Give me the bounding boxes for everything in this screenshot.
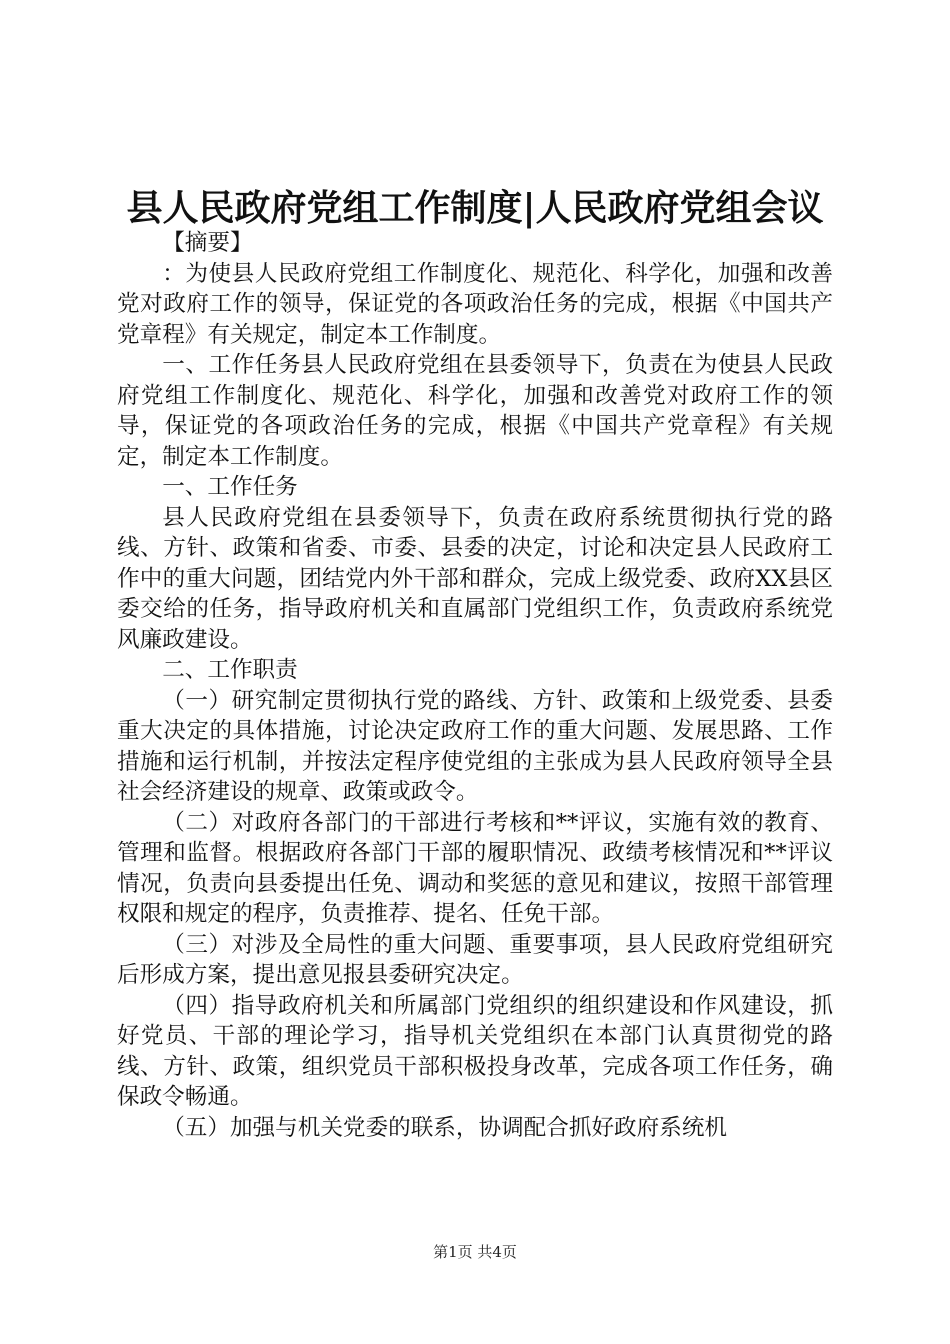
list-item: （四）指导政府机关和所属部门党组织的组织建设和作风建设，抓好党员、干部的理论学习，指导机关党组织在本部门认真贯彻党的路线、方针、政策，组织党员干部积极投身改革，完成各项工作任务，确保政令畅通。 (117, 992, 833, 1110)
list-item: （三）对涉及全局性的重大问题、重要事项，县人民政府党组研究后形成方案，提出意见报县委研究决定。 (117, 931, 833, 988)
list-item: （一）研究制定贯彻执行党的路线、方针、政策和上级党委、县委重大决定的具体措施，讨论决定政府工作的重大问题、发展思路、工作措施和运行机制，并按法定程序使党组的主张成为县人民政府领导全县社会经济建设的规章、政策或政令。 (117, 687, 833, 805)
body-paragraph: 县人民政府党组在县委领导下，负责在政府系统贯彻执行党的路线、方针、政策和省委、市委、县委的决定，讨论和决定县人民政府工作中的重大问题，团结党内外干部和群众，完成上级党委、政府XX县区委交给的任务，指导政府机关和直属部门党组织工作，负责政府系统党风廉政建设。 (117, 504, 833, 653)
section-heading: 二、工作职责 (162, 657, 298, 683)
abstract-heading: 【摘要】 (162, 230, 253, 256)
list-item: （二）对政府各部门的干部进行考核和**评议，实施有效的教育、管理和监督。根据政府各部门干部的履职情况、政绩考核情况和**评议情况，负责向县委提出任免、调动和奖惩的意见和建议，按照干部管理权限和规定的程序，负责推荐、提名、任免干部。 (117, 809, 833, 927)
page-footer: 第1页 共4页 (433, 1243, 517, 1261)
abstract-paragraph: ：为使县人民政府党组工作制度化、规范化、科学化，加强和改善党对政府工作的领导，保证党的各项政治任务的完成，根据《中国共产党章程》有关规定，制定本工作制度。 (117, 260, 833, 348)
document-body (117, 228, 833, 1143)
body-paragraph: 一、工作任务县人民政府党组在县委领导下，负责在为使县人民政府党组工作制度化、规范化、科学化，加强和改善党对政府工作的领导，保证党的各项政治任务的完成，根据《中国共产党章程》有关规定，制定本工作制度。 (117, 352, 833, 470)
document-title: 县人民政府党组工作制度|人民政府党组会议 (126, 187, 824, 229)
list-item: （五）加强与机关党委的联系，协调配合抓好政府系统机 (162, 1114, 728, 1141)
section-heading: 一、工作任务 (162, 474, 298, 500)
